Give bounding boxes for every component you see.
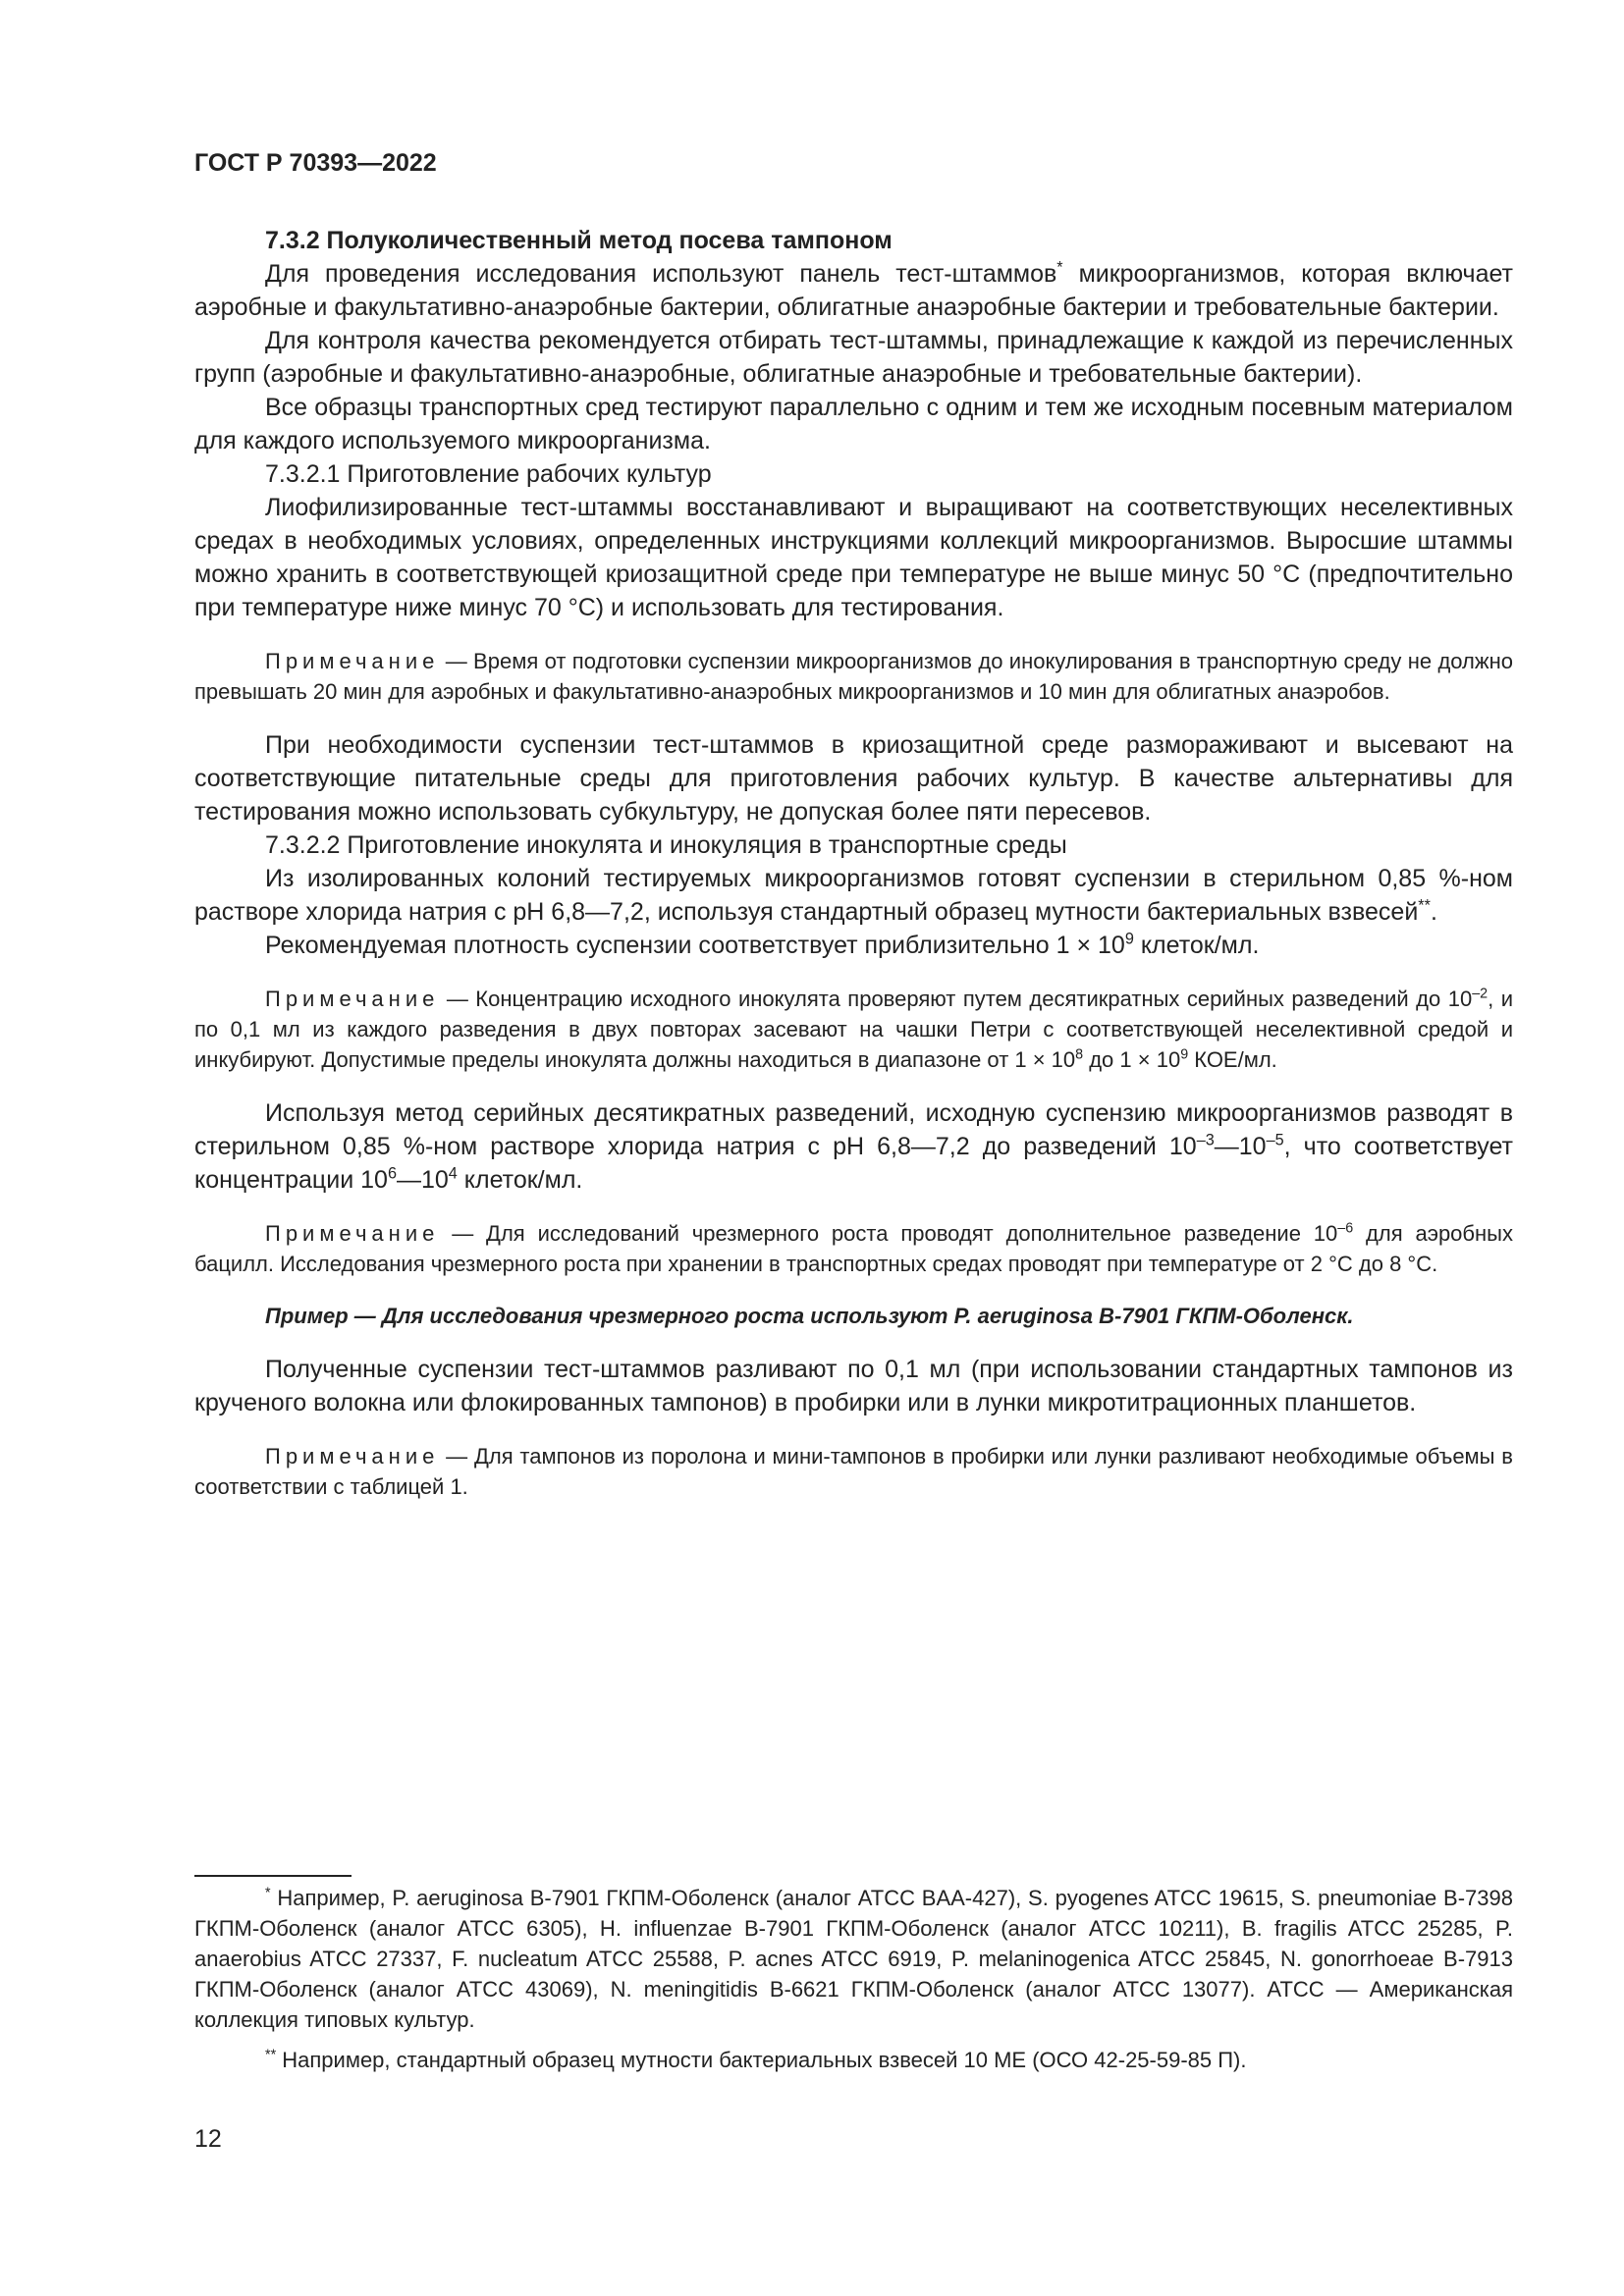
footnotes	[194, 1875, 1513, 2075]
note-label: Примечание	[265, 1221, 440, 1246]
paragraph-5: При необходимости суспензии тест-штаммов в криозащитной среде размораживают и высевают на соответствующие питательные среды для приготовления рабочих культур. В качестве альтернативы для тестирования можно использовать субкультуру, не допуская более пяти пересевов.	[194, 731, 1513, 826]
paragraph-3: Все образцы транспортных сред тестируют параллельно с одним и тем же исходным посевным материалом для каждого используемого микроорганизма.	[194, 394, 1513, 454]
note-2: Примечание — Концентрацию исходного инокулята проверяют путем десятикратных серийных разведений до $10^{-2}$, и по 0,1 мл из каждого разведения в двух повторах засевают на чашки Петри с соответствующей неселективной средой и инкубируют. Допустимые пределы инокулята должны находиться в диапазоне от $1 \times 10^8$ до $1 \times 10^9$ КОЕ/мл.	[194, 986, 1513, 1072]
note-label: Примечание	[265, 649, 440, 673]
main-content	[194, 224, 1513, 1502]
subsection-title-2: 7.3.2.2 Приготовление инокулята и инокуляция в транспортные среды	[265, 831, 1067, 859]
section-title: 7.3.2 Полуколичественный метод посева тампоном	[265, 227, 893, 254]
paragraph-4: Лиофилизированные тест-штаммы восстанавливают и выращивают на соответствующих неселективных средах в необходимых условиях, определенных инструкциями коллекций микроорганизмов. Выросшие штаммы можно хранить в соответствующей криозащитной среде при температуре не выше минус 50 °С (предпочтительно при температуре ниже минус 70 °С) и использовать для тестирования.	[194, 494, 1513, 621]
paragraph-2: Для контроля качества рекомендуется отбирать тест-штаммы, принадлежащие к каждой из перечисленных групп (аэробные и факультативно-анаэробные, облигатные анаэробные и требовательные бактерии).	[194, 327, 1513, 388]
footnote-ref-2: **	[1418, 896, 1431, 915]
footnote-1: * Например, P. aeruginosa B-7901 ГКПМ-Оболенск (аналог ATCC BAA-427), S. pyogenes ATCC 19615, S. pneumoniae B-7398 ГКПМ-Оболенск (аналог ATCC 6305), H. influenzae B-7901 ГКПМ-Оболенск (аналог ATCC 10211), B. fragilis ATCC 25285, P. anaerobius ATCC 27337, F. nucleatum ATCC 25588, P. acnes ATCC 6919, P. melaninogenica ATCC 25845, N. gonorrhoeae B-7913 ГКПМ-Оболенск (аналог ATCC 43069), N. meningitidis B-6621 ГКПМ-Оболенск (аналог ATCC 13077). ATCC — Американская коллекция типовых культур.	[194, 1885, 1513, 2032]
document-header: ГОСТ Р 70393—2022	[194, 149, 437, 177]
subsection-title-1: 7.3.2.1 Приготовление рабочих культур	[265, 460, 712, 488]
page-number: 12	[194, 2125, 222, 2153]
footnote-2: ** Например, стандартный образец мутности бактериальных взвесей 10 МЕ (ОСО 42-25-59-85 П).	[265, 2047, 1247, 2072]
note-1: Примечание — Время от подготовки суспензии микроорганизмов до инокулирования в транспортную среду не должно превышать 20 мин для аэробных и факультативно-анаэробных микроорганизмов и 10 мин для облигатных анаэробов.	[194, 649, 1513, 704]
paragraph-7: Рекомендуемая плотность суспензии соответствует приблизительно $1 \times 10^9$ клеток/мл.	[265, 930, 1260, 959]
paragraph-9: Полученные суспензии тест-штаммов разливают по 0,1 мл (при использовании стандартных тампонов из крученого волокна или флокированных тампонов) в пробирки или в лунки микротитрационных планшетов.	[194, 1356, 1513, 1416]
note-4: Примечание — Для тампонов из поролона и мини-тампонов в пробирки или лунки разливают необходимые объемы в соответствии с таблицей 1.	[194, 1444, 1513, 1499]
paragraph-8: Используя метод серийных десятикратных разведений, исходную суспензию микроорганизмов разводят в стерильном 0,85 %-ном растворе хлорида натрия с рН 6,8—7,2 до разведений $10^{-3}—10^{-5}$, что соответствует концентрации $10^6—10^4$ клеток/мл.	[194, 1099, 1513, 1194]
note-label: Примечание	[265, 1444, 440, 1468]
note-3: Примечание — Для исследований чрезмерного роста проводят дополнительное разведение $10^{-6}$ для аэробных бацилл. Исследования чрезмерного роста при хранении в транспортных средах проводят при температуре от 2 °С до 8 °С.	[194, 1220, 1513, 1276]
example: Пример — Для исследования чрезмерного роста используют P. aeruginosa B-7901 ГКПМ-Оболенск.	[265, 1304, 1354, 1328]
footnote-ref-1: *	[1056, 258, 1063, 277]
paragraph-6: Из изолированных колоний тестируемых микроорганизмов готовят суспензии в стерильном 0,85 %-ном растворе хлорида натрия с рН 6,8—7,2, используя стандартный образец мутности бактериальных взвесей**.	[194, 865, 1513, 926]
note-label: Примечание	[265, 987, 440, 1011]
footnote-divider	[194, 1875, 352, 1877]
paragraph-1: Для проведения исследования используют панель тест-штаммов* микроорганизмов, которая включает аэробные и факультативно-анаэробные бактерии, облигатные анаэробные бактерии и требовательные бактерии.	[194, 258, 1513, 321]
